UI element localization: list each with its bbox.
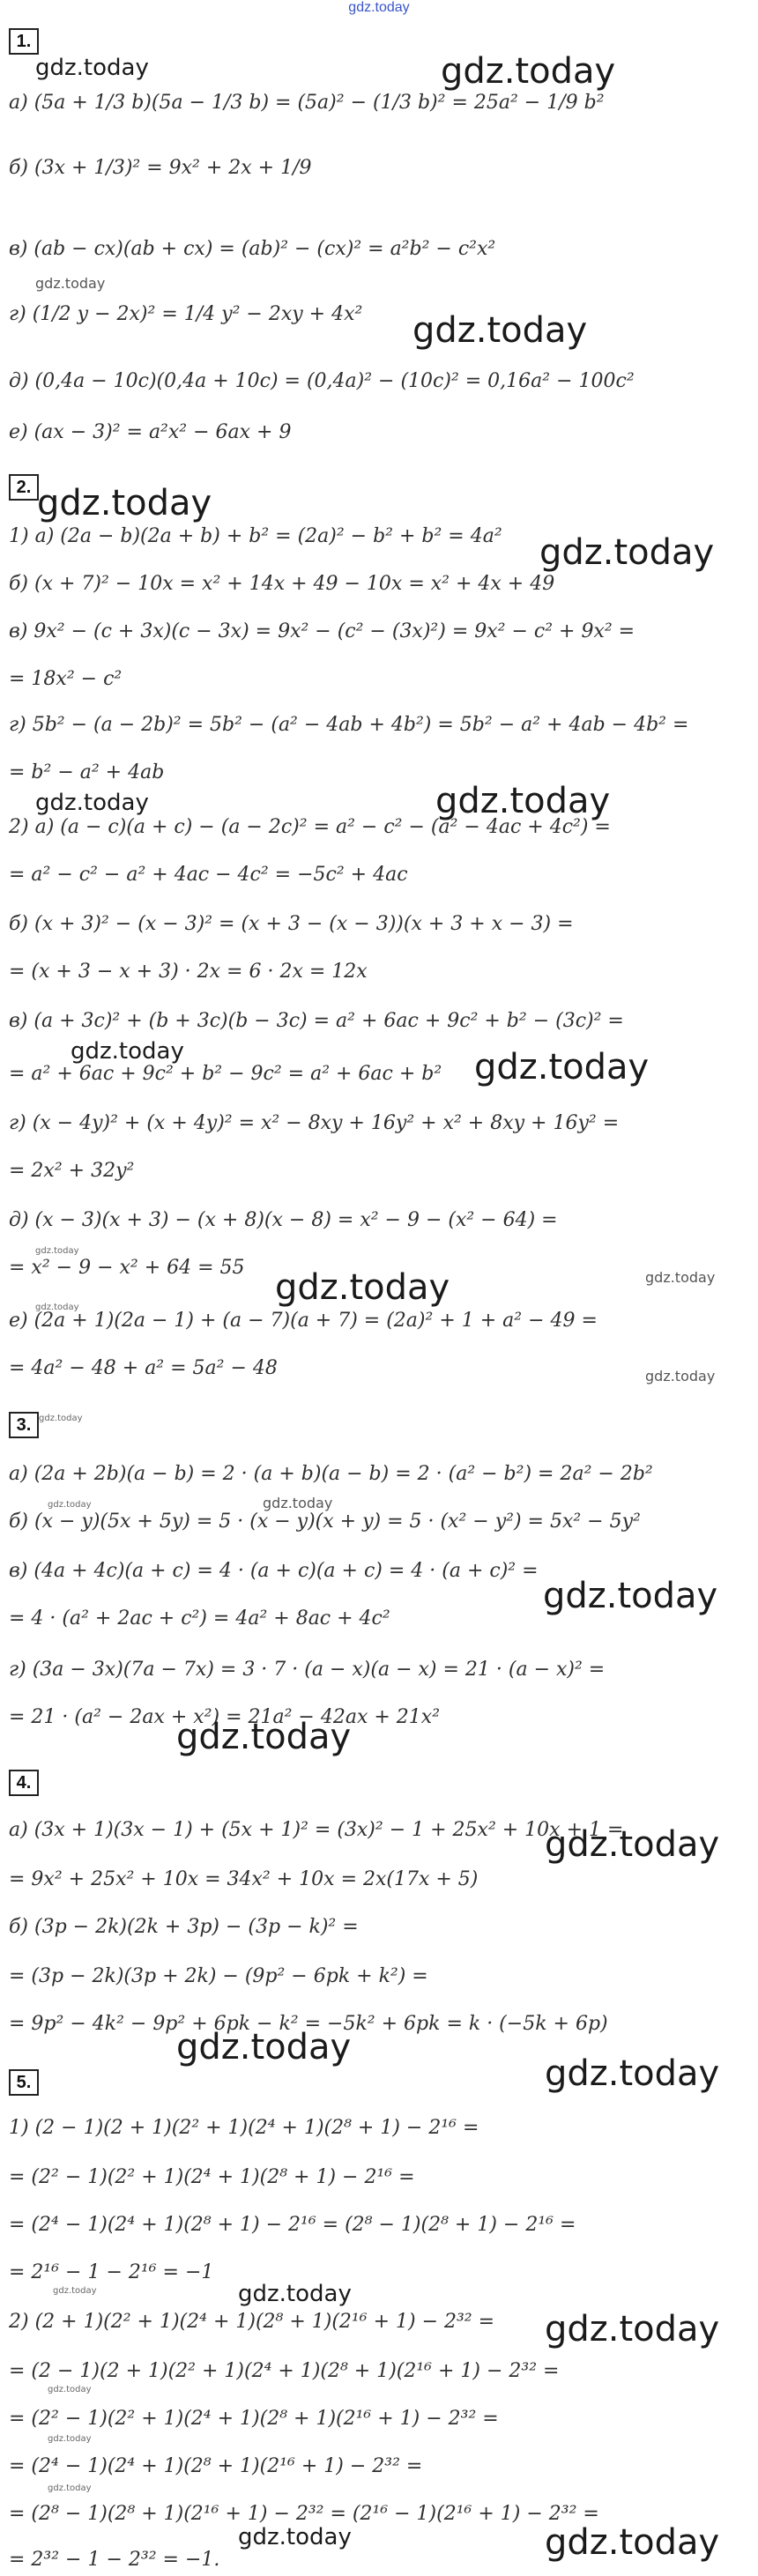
math-line: = (2⁴ − 1)(2⁴ + 1)(2⁸ + 1) − 2¹⁶ = (2⁸ − 1)(2⁸ + 1) − 2¹⁶ =: [9, 2214, 576, 2236]
math-line: б) (3p − 2k)(2k + 3p) − (3p − k)² =: [9, 1916, 359, 1938]
watermark: gdz.today: [48, 2434, 92, 2444]
watermark: gdz.today: [35, 275, 106, 292]
watermark: gdz.today: [48, 1500, 92, 1510]
math-line: г) (3a − 3x)(7a − 7x) = 3 · 7 · (a − x)(a − x) = 21 · (a − x)² =: [9, 1659, 606, 1681]
watermark: gdz.today: [48, 2483, 92, 2493]
watermark: gdz.today: [238, 2281, 352, 2307]
watermark: gdz.today: [238, 2524, 352, 2550]
watermark: gdz.today: [645, 1368, 716, 1385]
math-line: = (2⁴ − 1)(2⁴ + 1)(2⁸ + 1)(2¹⁶ + 1) − 2³² =: [9, 2455, 423, 2477]
watermark: gdz.today: [71, 1038, 184, 1065]
math-line: 1) (2 − 1)(2 + 1)(2² + 1)(2⁴ + 1)(2⁸ + 1) − 2¹⁶ =: [9, 2117, 479, 2139]
math-line: = 2³² − 1 − 2³² = −1.: [9, 2549, 220, 2571]
math-line: = (x + 3 − x + 3) · 2x = 6 · 2x = 12x: [9, 961, 368, 983]
math-line: = (2⁸ − 1)(2⁸ + 1)(2¹⁶ + 1) − 2³² = (2¹⁶ − 1)(2¹⁶ + 1) − 2³² =: [9, 2503, 599, 2525]
math-line: б) (x + 3)² − (x − 3)² = (x + 3 − (x − 3))(x + 3 + x − 3) =: [9, 913, 574, 935]
math-line: а) (2a + 2b)(a − b) = 2 · (a + b)(a − b) = 2 · (a² − b²) = 2a² − 2b²: [9, 1463, 653, 1485]
watermark: gdz.today: [474, 1047, 650, 1088]
math-line: = 2¹⁶ − 1 − 2¹⁶ = −1: [9, 2261, 214, 2283]
math-line: 2) (2 + 1)(2² + 1)(2⁴ + 1)(2⁸ + 1)(2¹⁶ + 1) − 2³² =: [9, 2311, 495, 2333]
math-line: = 2x² + 32y²: [9, 1160, 135, 1182]
math-line: а) (5a + 1/3 b)(5a − 1/3 b) = (5a)² − (1/3 b)² = 25a² − 1/9 b²: [9, 92, 605, 114]
math-line: = (3p − 2k)(3p + 2k) − (9p² − 6pk + k²) =: [9, 1965, 428, 1987]
watermark: gdz.today: [412, 310, 588, 351]
math-line: е) (ax − 3)² = a²x² − 6ax + 9: [9, 421, 292, 443]
math-line: а) (3x + 1)(3x − 1) + (5x + 1)² = (3x)² − 1 + 25x² + 10x + 1 =: [9, 1819, 624, 1841]
math-line: = a² − c² − a² + 4ac − 4c² = −5c² + 4ac: [9, 864, 408, 886]
watermark: gdz.today: [435, 781, 611, 821]
math-line: = 9x² + 25x² + 10x = 34x² + 10x = 2x(17x + 5): [9, 1868, 479, 1890]
math-line: в) (4a + 4c)(a + c) = 4 · (a + c)(a + c) = 4 · (a + c)² =: [9, 1560, 539, 1582]
math-line: = (2² − 1)(2² + 1)(2⁴ + 1)(2⁸ + 1) − 2¹⁶ =: [9, 2166, 415, 2188]
math-line: в) (a + 3c)² + (b + 3c)(b − 3c) = a² + 6ac + 9c² + b² − (3c)² =: [9, 1010, 624, 1032]
math-line: = 4a² − 48 + a² = 5a² − 48: [9, 1357, 278, 1379]
section-number-1: 1.: [9, 28, 39, 55]
math-line: = b² − a² + 4ab: [9, 761, 165, 783]
watermark: gdz.today: [545, 2309, 720, 2350]
section-number-3: 3.: [9, 1412, 39, 1438]
watermark: gdz.today: [263, 1495, 333, 1511]
watermark: gdz.today: [37, 483, 212, 523]
math-line: б) (x + 7)² − 10x = x² + 14x + 49 − 10x = x² + 4x + 49: [9, 573, 555, 595]
watermark: gdz.today: [545, 2522, 720, 2563]
math-line: д) (x − 3)(x + 3) − (x + 8)(x − 8) = x² − 9 − (x² − 64) =: [9, 1209, 558, 1231]
section-number-5: 5.: [9, 2069, 39, 2096]
math-line: г) 5b² − (a − 2b)² = 5b² − (a² − 4ab + 4b²) = 5b² − a² + 4ab − 4b² =: [9, 714, 689, 736]
math-line: г) (1/2 y − 2x)² = 1/4 y² − 2xy + 4x²: [9, 303, 363, 325]
math-line: е) (2a + 1)(2a − 1) + (a − 7)(a + 7) = (2a)² + 1 + a² − 49 =: [9, 1310, 598, 1332]
section-number-2: 2.: [9, 474, 39, 501]
math-line: = 4 · (a² + 2ac + c²) = 4a² + 8ac + 4c²: [9, 1607, 390, 1629]
watermark: gdz.today: [441, 51, 616, 92]
watermark: gdz.today: [35, 790, 149, 816]
math-line: = 18x² − c²: [9, 668, 123, 690]
watermark: gdz.today: [48, 2385, 92, 2394]
math-line: = (2 − 1)(2 + 1)(2² + 1)(2⁴ + 1)(2⁸ + 1)(2¹⁶ + 1) − 2³² =: [9, 2360, 560, 2382]
math-line: г) (x − 4y)² + (x + 4y)² = x² − 8xy + 16y² + x² + 8xy + 16y² =: [9, 1112, 620, 1134]
watermark: gdz.today: [39, 1414, 83, 1423]
watermark: gdz.today: [545, 2053, 720, 2094]
watermark: gdz.today: [543, 1576, 718, 1616]
watermark: gdz.today: [176, 1717, 352, 1757]
watermark: gdz.today: [176, 2027, 352, 2067]
math-line: д) (0,4a − 10c)(0,4a + 10c) = (0,4a)² − (10c)² = 0,16a² − 100c²: [9, 370, 635, 392]
math-line: 1) а) (2a − b)(2a + b) + b² = (2a)² − b² + b² = 4a²: [9, 525, 502, 547]
math-line: в) 9x² − (c + 3x)(c − 3x) = 9x² − (c² − (3x)²) = 9x² − c² + 9x² =: [9, 620, 635, 642]
math-line: = 9p² − 4k² − 9p² + 6pk − k² = −5k² + 6pk = k · (−5k + 6p): [9, 2013, 608, 2035]
watermark: gdz.today: [645, 1269, 716, 1286]
math-line: б) (x − y)(5x + 5y) = 5 · (x − y)(x + y) = 5 · (x² − y²) = 5x² − 5y²: [9, 1511, 641, 1533]
watermark: gdz.today: [35, 1246, 79, 1256]
section-number-4: 4.: [9, 1770, 39, 1796]
header-watermark: gdz.today: [348, 0, 410, 15]
watermark: gdz.today: [53, 2286, 97, 2296]
math-line: = x² − 9 − x² + 64 = 55: [9, 1257, 245, 1279]
math-line: в) (ab − cx)(ab + cx) = (ab)² − (cx)² = a²b² − c²x²: [9, 238, 496, 260]
watermark: gdz.today: [35, 55, 149, 81]
math-line: б) (3x + 1/3)² = 9x² + 2x + 1/9: [9, 157, 312, 179]
watermark: gdz.today: [35, 1303, 79, 1312]
watermark: gdz.today: [275, 1267, 450, 1308]
watermark: gdz.today: [539, 532, 715, 573]
math-line: 2) а) (a − c)(a + c) − (a − 2c)² = a² − c² − (a² − 4ac + 4c²) =: [9, 816, 611, 838]
watermark: gdz.today: [545, 1824, 720, 1865]
math-line: = a² + 6ac + 9c² + b² − 9c² = a² + 6ac + b²: [9, 1063, 442, 1085]
math-line: = 21 · (a² − 2ax + x²) = 21a² − 42ax + 21x²: [9, 1706, 441, 1728]
math-line: = (2² − 1)(2² + 1)(2⁴ + 1)(2⁸ + 1)(2¹⁶ + 1) − 2³² =: [9, 2408, 499, 2430]
